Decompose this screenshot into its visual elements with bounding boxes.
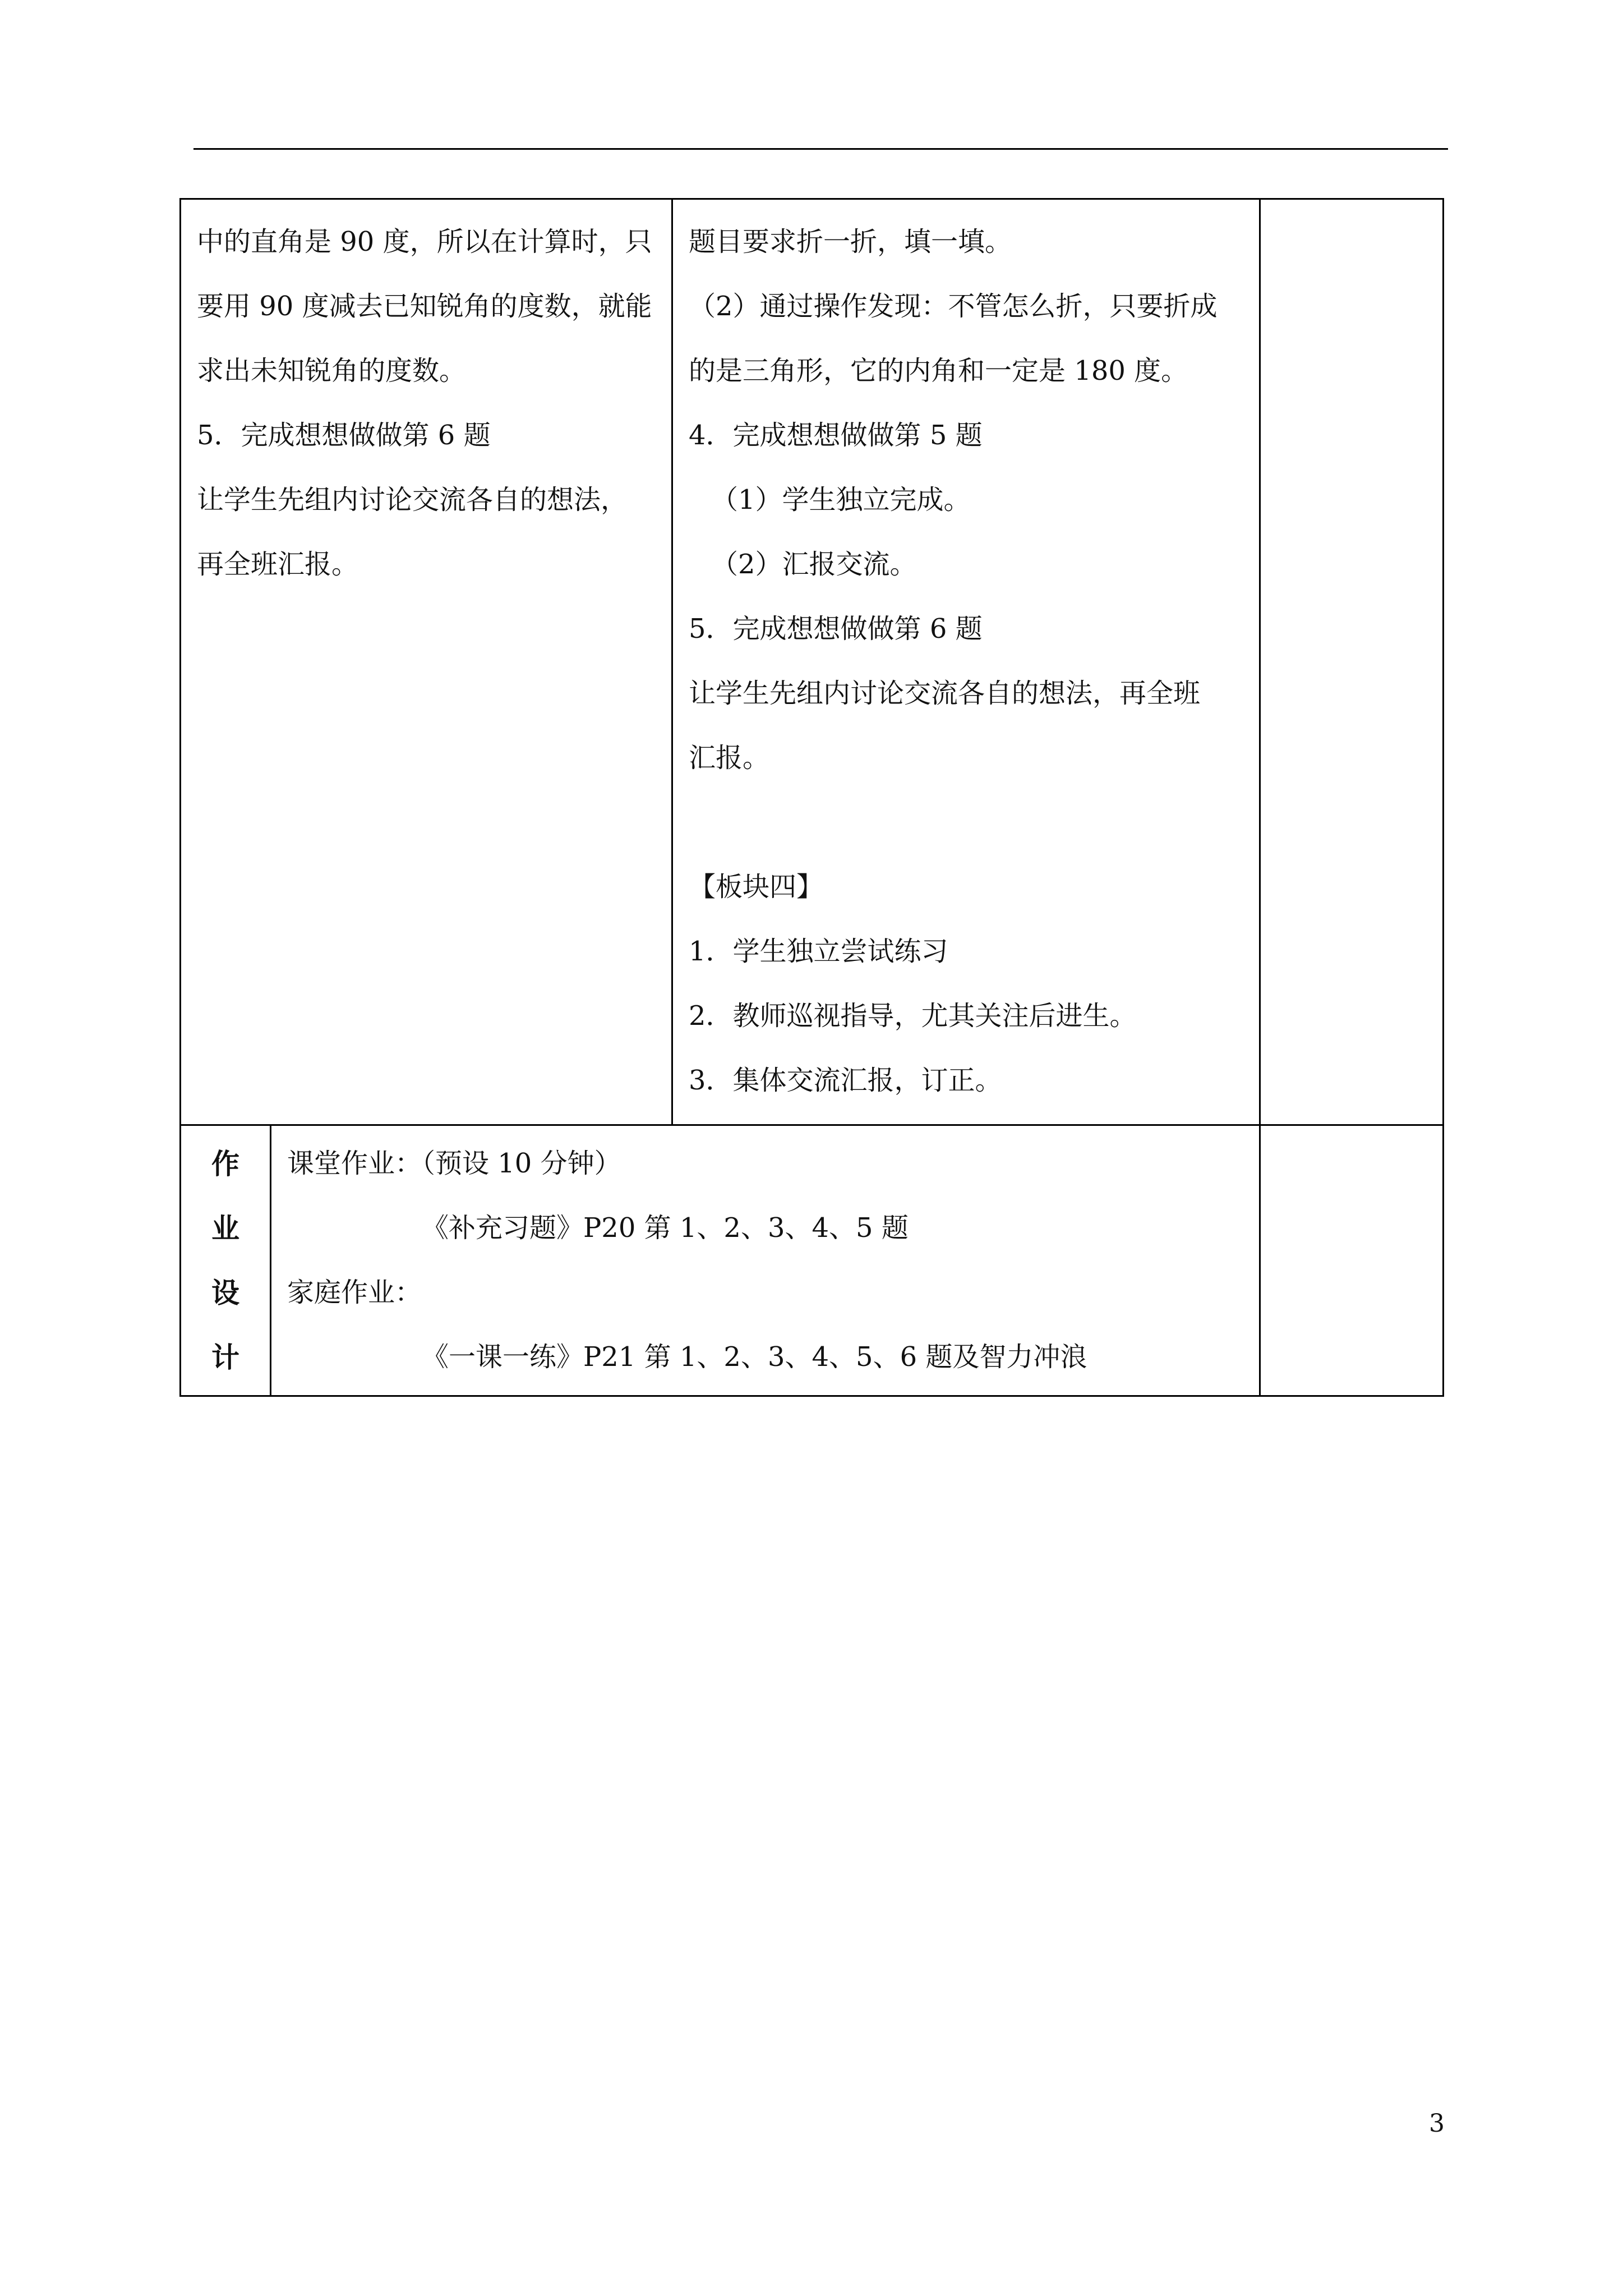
- right-line-1: 题目要求折一折，填一填。: [689, 226, 1012, 257]
- section-heading: 【板块四】: [689, 871, 824, 903]
- homework-heading: 家庭作业：: [287, 1277, 422, 1308]
- right-line-14: 3．集体交流汇报，订正。: [689, 1065, 1002, 1096]
- header-rule: [193, 148, 1448, 150]
- teacher-activity-cell: [181, 199, 672, 1125]
- right-line-8: 让学生先组内讨论交流各自的想法，再全班: [689, 678, 1201, 709]
- homework-label-cell: [181, 1125, 271, 1396]
- left-line-2: 要用 90 度减去已知锐角的度数，就能: [197, 291, 652, 322]
- left-line-4: 5．完成想想做做第 6 题: [197, 420, 491, 451]
- lesson-plan-table: [179, 198, 1444, 1397]
- right-line-4: 4．完成想想做做第 5 题: [689, 420, 983, 451]
- page-number: 3: [1429, 2109, 1445, 2138]
- left-line-5: 让学生先组内讨论交流各自的想法，: [197, 484, 628, 516]
- classwork-item: 《补充习题》P20 第 1、2、3、4、5 题: [422, 1212, 909, 1244]
- left-line-1: 中的直角是 90 度，所以在计算时，只: [197, 226, 652, 257]
- left-line-6: 再全班汇报。: [197, 549, 359, 580]
- right-line-7: 5．完成想想做做第 6 题: [689, 613, 983, 645]
- homework-content-cell: [271, 1125, 1260, 1396]
- activity-row: [181, 199, 1444, 1125]
- label-char-3: 设: [211, 1276, 239, 1309]
- right-line-3: 的是三角形，它的内角和一定是 180 度。: [689, 355, 1188, 386]
- classwork-heading: 课堂作业：（预设 10 分钟）: [287, 1148, 621, 1179]
- right-line-12: 1．学生独立尝试练习: [689, 936, 948, 967]
- right-line-2: （2）通过操作发现：不管怎么折，只要折成: [689, 291, 1218, 322]
- left-line-3: 求出未知锐角的度数。: [197, 355, 467, 386]
- label-char-4: 计: [211, 1341, 239, 1374]
- right-line-13: 2．教师巡视指导，尤其关注后进生。: [689, 1000, 1137, 1032]
- label-char-2: 业: [211, 1212, 239, 1245]
- right-line-9: 汇报。: [689, 742, 770, 774]
- blank-line: [689, 790, 1247, 855]
- homework-notes-cell: [1260, 1125, 1444, 1396]
- right-line-5: （1）学生独立完成。: [711, 484, 971, 516]
- label-char-1: 作: [211, 1147, 239, 1180]
- homework-item: 《一课一练》P21 第 1、2、3、4、5、6 题及智力冲浪: [422, 1341, 1087, 1373]
- homework-row: [181, 1125, 1444, 1396]
- right-line-6: （2）汇报交流。: [711, 549, 917, 580]
- notes-cell: [1260, 199, 1444, 1125]
- student-activity-cell: [672, 199, 1260, 1125]
